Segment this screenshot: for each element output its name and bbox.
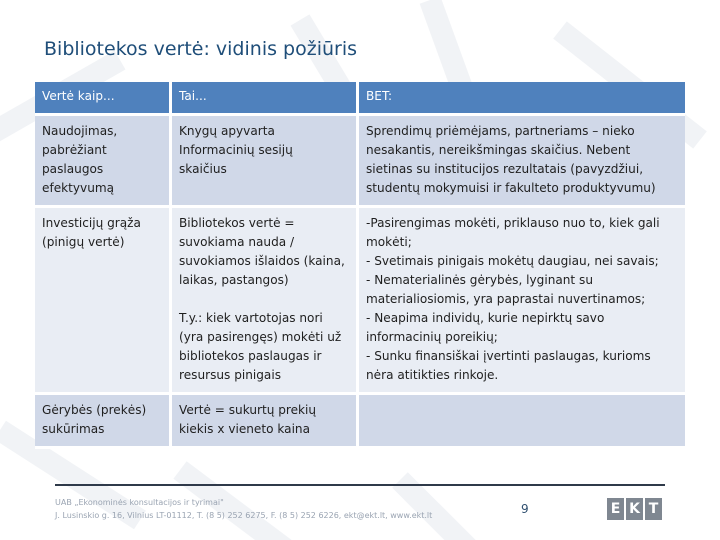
page-title: Bibliotekos vertė: vidinis požiūris xyxy=(44,38,357,60)
roi-explanation: T.y.: kiek vartotojas nori (yra pasirengęs) mokėti už bibliotekos paslaugas ir resursus pinigais xyxy=(179,311,342,382)
header-but: BET: xyxy=(359,82,685,116)
comparison-table xyxy=(35,82,685,449)
roi-but-line: -Pasirengimas mokėti, priklauso nuo to, kiek gali mokėti; xyxy=(366,216,660,249)
cell-usage-but: Sprendimų priėmėjams, partneriams – nieko nesakantis, nereikšmingas skaičius. Nebent sietinas su institucijos rezultatais (pavyzdžiui, studentų mokymuisi ir fakulteto produktyvumu) xyxy=(359,116,685,208)
roi-formula: Bibliotekos vertė = suvokiama nauda / suvokiamos išlaidos (kaina, laikas, pastangos) xyxy=(179,216,345,287)
cell-roi-that-is xyxy=(172,208,359,395)
cell-goods-but xyxy=(359,395,685,449)
roi-but-line: - Sunku finansiškai įvertinti paslaugas, kurioms nėra atitikties rinkoje. xyxy=(366,349,651,382)
logo-letter: T xyxy=(645,498,662,520)
roi-but-line: - Neapima individų, kurie nepirktų savo informacinių poreikių; xyxy=(366,311,605,344)
cell-usage-that-is: Knygų apyvarta Informacinių sesijų skaičius xyxy=(172,116,359,208)
cell-goods: Gėrybės (prekės) sukūrimas xyxy=(35,395,172,449)
table-header-row xyxy=(35,82,685,116)
roi-but-line: - Nematerialinės gėrybės, lyginant su materialiosiomis, yra paprastai nuvertinamos; xyxy=(366,273,646,306)
ekt-logo xyxy=(607,498,662,520)
cell-goods-that-is: Vertė = sukurtų prekių kiekis x vieneto kaina xyxy=(172,395,359,449)
logo-letter: E xyxy=(607,498,624,520)
table-row xyxy=(35,116,685,208)
value-table xyxy=(35,82,685,449)
header-value-as: Vertė kaip... xyxy=(35,82,172,116)
footer-company-info xyxy=(55,496,475,522)
page-number: 9 xyxy=(521,502,529,516)
cell-roi-but xyxy=(359,208,685,395)
logo-letter: K xyxy=(626,498,643,520)
cell-roi: Investicijų grąža (pinigų vertė) xyxy=(35,208,172,395)
header-that-is: Tai... xyxy=(172,82,359,116)
footer-divider xyxy=(55,484,665,486)
roi-but-line: - Svetimais pinigais mokėtų daugiau, nei savais; xyxy=(366,254,659,268)
footer-company-name: UAB „Ekonominės konsultacijos ir tyrimai" xyxy=(55,498,224,507)
spacer xyxy=(179,290,349,309)
table-row xyxy=(35,395,685,449)
cell-usage: Naudojimas, pabrėžiant paslaugos efektyvumą xyxy=(35,116,172,208)
footer-company-address: J. Lusinskio g. 16, Vilnius LT-01112, T. (8 5) 252 6275, F. (8 5) 252 6226, ekt@ekt.lt, www.ekt.lt xyxy=(55,511,433,520)
table-row xyxy=(35,208,685,395)
